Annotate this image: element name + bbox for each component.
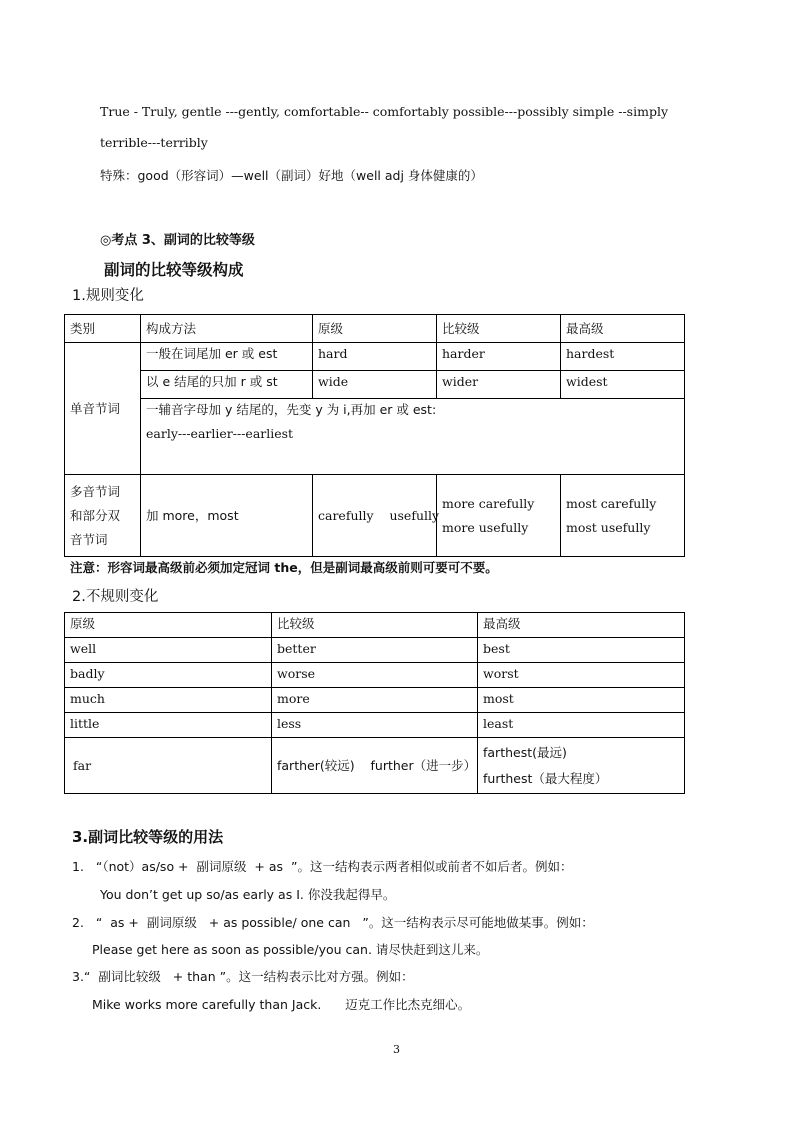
table-cell: harder (437, 343, 561, 371)
table-cell: worst (478, 663, 685, 688)
table-cell: hardest (561, 343, 685, 371)
table-cell (478, 738, 685, 794)
table-cell: badly (65, 663, 272, 688)
multi-label-line-3: 音节词 (70, 531, 108, 547)
table-cell (561, 475, 685, 557)
table-cell: far (65, 738, 272, 794)
usage-item-2-example: Please get here as soon as possible/you can. 请尽快赶到这儿来。 (92, 942, 489, 957)
far-sup-line-1: farthest(最远) (483, 744, 567, 760)
intro-line-2: terrible---terribly (100, 135, 208, 150)
table-cell: little (65, 713, 272, 738)
multi-label-line-1: 多音节词 (70, 483, 121, 499)
y-rule-cell (141, 399, 685, 475)
y-rule-text: 一辅音字母加 y 结尾的，先变 y 为 i,再加 er 或 est: (146, 402, 437, 417)
header-category: 类别 (65, 315, 141, 343)
sup-line-2: most usefully (566, 519, 651, 535)
table-cell: farther(较远) further（进一步） (272, 738, 478, 794)
intro-line-3: 特殊：good（形容词）—well（副词）好地（well adj 身体健康的） (100, 168, 483, 183)
table-cell: hard (313, 343, 437, 371)
multi-label-line-2: 和部分双 (70, 507, 121, 523)
far-sup-line-2: furthest（最大程度） (483, 770, 608, 786)
table-cell: better (272, 638, 478, 663)
page-number: 3 (393, 1043, 400, 1056)
usage-item-3: 3.“ 副词比较级 + than ”。这一结构表示比对方强。例如： (72, 969, 414, 984)
table-cell: 以 e 结尾的只加 r 或 st (141, 371, 313, 399)
irregular-change-table (64, 612, 685, 794)
table-cell: best (478, 638, 685, 663)
header-base: 原级 (313, 315, 437, 343)
single-syllable-label: 单音节词 (65, 343, 141, 475)
table-cell: wide (313, 371, 437, 399)
sub-heading-regular: 1.规则变化 (72, 288, 144, 304)
y-rule-example: early---earlier---earliest (146, 426, 294, 441)
table-cell: 一般在词尾加 er 或 est (141, 343, 313, 371)
header-comparative: 比较级 (272, 613, 478, 638)
table-cell: much (65, 688, 272, 713)
section-title: 副词的比较等级构成 (104, 261, 244, 279)
table-cell: 加 more，most (141, 475, 313, 557)
header-superlative: 最高级 (478, 613, 685, 638)
header-base: 原级 (65, 613, 272, 638)
table-cell: worse (272, 663, 478, 688)
table-cell: most (478, 688, 685, 713)
header-superlative: 最高级 (561, 315, 685, 343)
usage-item-2: 2. “ as + 副词原级 + as possible/ one can ”。这一结构表示尽可能地做某事。例如： (72, 915, 594, 930)
table-cell: wider (437, 371, 561, 399)
regular-change-table (64, 314, 685, 557)
table-cell (437, 475, 561, 557)
table-cell: least (478, 713, 685, 738)
comp-line-1: more carefully (442, 495, 535, 511)
table-cell: less (272, 713, 478, 738)
sub-heading-irregular: 2.不规则变化 (72, 589, 159, 605)
table-cell: carefully usefully (313, 475, 437, 557)
note-text: 注意：形容词最高级前必须加定冠词 the，但是副词最高级前则可要可不要。 (70, 560, 498, 575)
comp-line-2: more usefully (442, 519, 529, 535)
intro-line-1: True - Truly, gentle ---gently, comfortable-- comfortably possible---possibly simple --simply (100, 104, 669, 119)
usage-item-3-example: Mike works more carefully than Jack. 迈克工作比杰克细心。 (92, 997, 471, 1012)
sup-line-1: most carefully (566, 495, 657, 511)
header-method: 构成方法 (141, 315, 313, 343)
usage-item-1: 1. “（not）as/so + 副词原级 + as ”。这一结构表示两者相似或前者不如后者。例如： (72, 859, 573, 874)
table-cell: more (272, 688, 478, 713)
header-comparative: 比较级 (437, 315, 561, 343)
table-cell: widest (561, 371, 685, 399)
kaodian-heading: ◎考点 3、副词的比较等级 (100, 233, 255, 248)
usage-item-1-example: You don’t get up so/as early as I. 你没我起得早。 (100, 887, 396, 902)
usage-title: 3.副词比较等级的用法 (72, 828, 224, 846)
multi-syllable-label (65, 475, 141, 557)
table-cell: well (65, 638, 272, 663)
